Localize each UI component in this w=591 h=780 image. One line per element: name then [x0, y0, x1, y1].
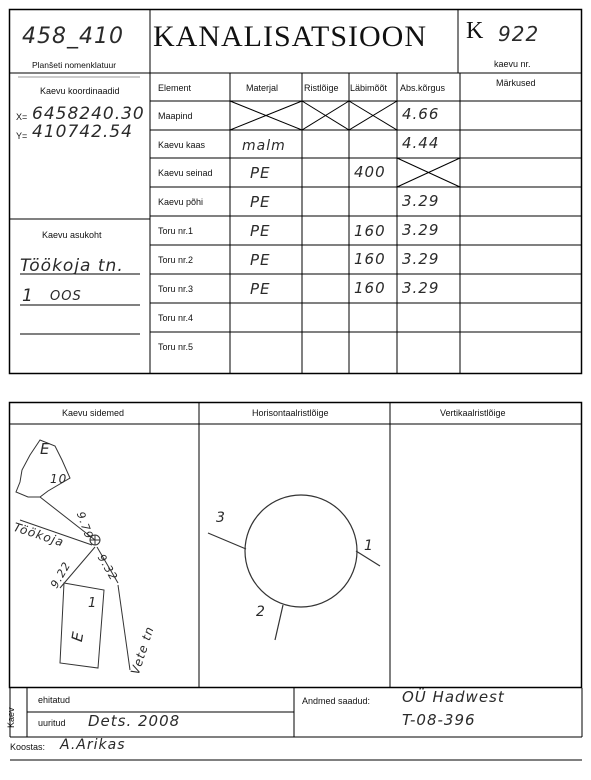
- abs-height-value: 3.29: [402, 279, 440, 297]
- footer-well-label: Kaev: [6, 707, 16, 728]
- col-header-abs-height: Abs.kõrgus: [400, 83, 446, 93]
- y-coordinate-value: 410742.54: [32, 122, 133, 142]
- y-prefix: Y=: [16, 131, 28, 141]
- abs-height-value: 3.29: [402, 221, 440, 239]
- well-prefix: K: [466, 18, 484, 44]
- location-street: Töökoja tn.: [20, 256, 124, 276]
- sketch-number-label: 1: [88, 596, 98, 611]
- footer-surveyed-value: Dets. 2008: [88, 712, 181, 730]
- abs-height-value: 3.29: [402, 192, 440, 210]
- material-value: PE: [250, 164, 271, 182]
- well-number-value: 922: [498, 22, 540, 46]
- abs-height-value: 3.29: [402, 250, 440, 268]
- x-prefix: X=: [16, 112, 28, 122]
- sketch-street-label: Töökoja: [11, 520, 66, 550]
- footer-data-source-value: OÜ Hadwest: [402, 688, 505, 706]
- sketch-building-label: E: [68, 629, 88, 644]
- col-header-diameter: Läbimõõt: [350, 83, 388, 93]
- sheet-number-label: Planšeti nomenklatuur: [32, 60, 117, 70]
- row-label: Toru nr.5: [158, 342, 194, 352]
- coords-label: Kaevu koordinaadid: [40, 86, 120, 96]
- col-header-notes: Märkused: [496, 78, 536, 88]
- footer-surveyed-label: uuritud: [38, 718, 66, 728]
- diameter-value: 160: [354, 279, 386, 297]
- sketch-street-label: Vete tn: [128, 624, 157, 677]
- footer-compiled-label: Koostas:: [10, 742, 46, 752]
- material-value: PE: [250, 280, 271, 298]
- abs-height-value: 4.44: [402, 134, 440, 152]
- sketch-distance-label: 9.22: [48, 559, 74, 591]
- pipe-label: 2: [256, 604, 266, 620]
- row-label: Kaevu seinad: [158, 168, 213, 178]
- diameter-value: 160: [354, 222, 386, 240]
- material-value: PE: [250, 193, 271, 211]
- col-header-element: Element: [158, 83, 192, 93]
- location-suffix: OOS: [50, 289, 82, 304]
- diameter-value: 400: [354, 163, 386, 181]
- sketch-distance-label: 9.32: [94, 552, 121, 584]
- section-horizontal-heading: Horisontaalristlõige: [252, 408, 329, 418]
- row-label: Toru nr.4: [158, 313, 194, 323]
- row-label: Toru nr.3: [158, 284, 194, 294]
- location-number: 1: [22, 286, 34, 306]
- footer-data-source-label: Andmed saadud:: [302, 696, 371, 706]
- row-label: Toru nr.1: [158, 226, 194, 236]
- x-coordinate-value: 6458240.30: [32, 104, 145, 124]
- pipe-label: 3: [216, 510, 226, 526]
- material-value: PE: [250, 222, 271, 240]
- footer-compiled-value: A.Arikas: [60, 737, 126, 753]
- row-label: Kaevu põhi: [158, 197, 204, 207]
- sheet-number-value: 458_410: [22, 24, 124, 49]
- row-label: Toru nr.2: [158, 255, 194, 265]
- sketch-building-label: E: [40, 440, 51, 458]
- material-value: PE: [250, 251, 271, 269]
- row-label: Maapind: [158, 111, 193, 121]
- form-title: KANALISATSIOON: [153, 20, 427, 53]
- sketch-distance-label: 9.79: [73, 510, 96, 542]
- abs-height-value: 4.66: [402, 105, 440, 123]
- row-label: Kaevu kaas: [158, 140, 206, 150]
- pipe-label: 1: [364, 538, 374, 554]
- col-header-cross-section: Ristlõige: [304, 83, 339, 93]
- horizontal-section: [208, 495, 380, 640]
- material-value: malm: [242, 138, 286, 154]
- well-number-label: kaevu nr.: [494, 59, 531, 69]
- section-ties-heading: Kaevu sidemed: [62, 408, 125, 418]
- section-vertical-heading: Vertikaalristlõige: [440, 408, 506, 418]
- footer-data-source-code: T-08-396: [402, 711, 476, 729]
- location-label: Kaevu asukoht: [42, 230, 102, 240]
- footer-built-label: ehitatud: [38, 695, 71, 705]
- diameter-value: 160: [354, 250, 386, 268]
- col-header-material: Materjal: [246, 83, 279, 93]
- sketch-number-label: 10: [50, 472, 68, 486]
